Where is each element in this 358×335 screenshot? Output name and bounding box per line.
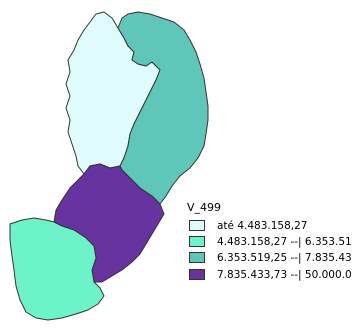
legend-item-1 — [187, 219, 358, 233]
legend-label-4: 7.835.433,73 --| 50.000.0 — [217, 269, 352, 281]
legend-swatch-2 — [189, 236, 205, 247]
legend-item-4 — [187, 268, 358, 282]
legend-swatch-3 — [189, 252, 205, 263]
legend-swatch-1 — [189, 220, 205, 231]
legend-label-1: até 4.483.158,27 — [217, 220, 308, 232]
map-legend — [187, 202, 358, 292]
legend-label-2: 4.483.158,27 --| 6.353.51 — [217, 236, 352, 248]
legend-label-3: 6.353.519,25 --| 7.835.43 — [217, 252, 352, 264]
legend-item-2 — [187, 235, 358, 249]
legend-title: V_499 — [187, 202, 222, 214]
legend-item-3 — [187, 251, 358, 265]
legend-swatch-4 — [189, 269, 205, 280]
